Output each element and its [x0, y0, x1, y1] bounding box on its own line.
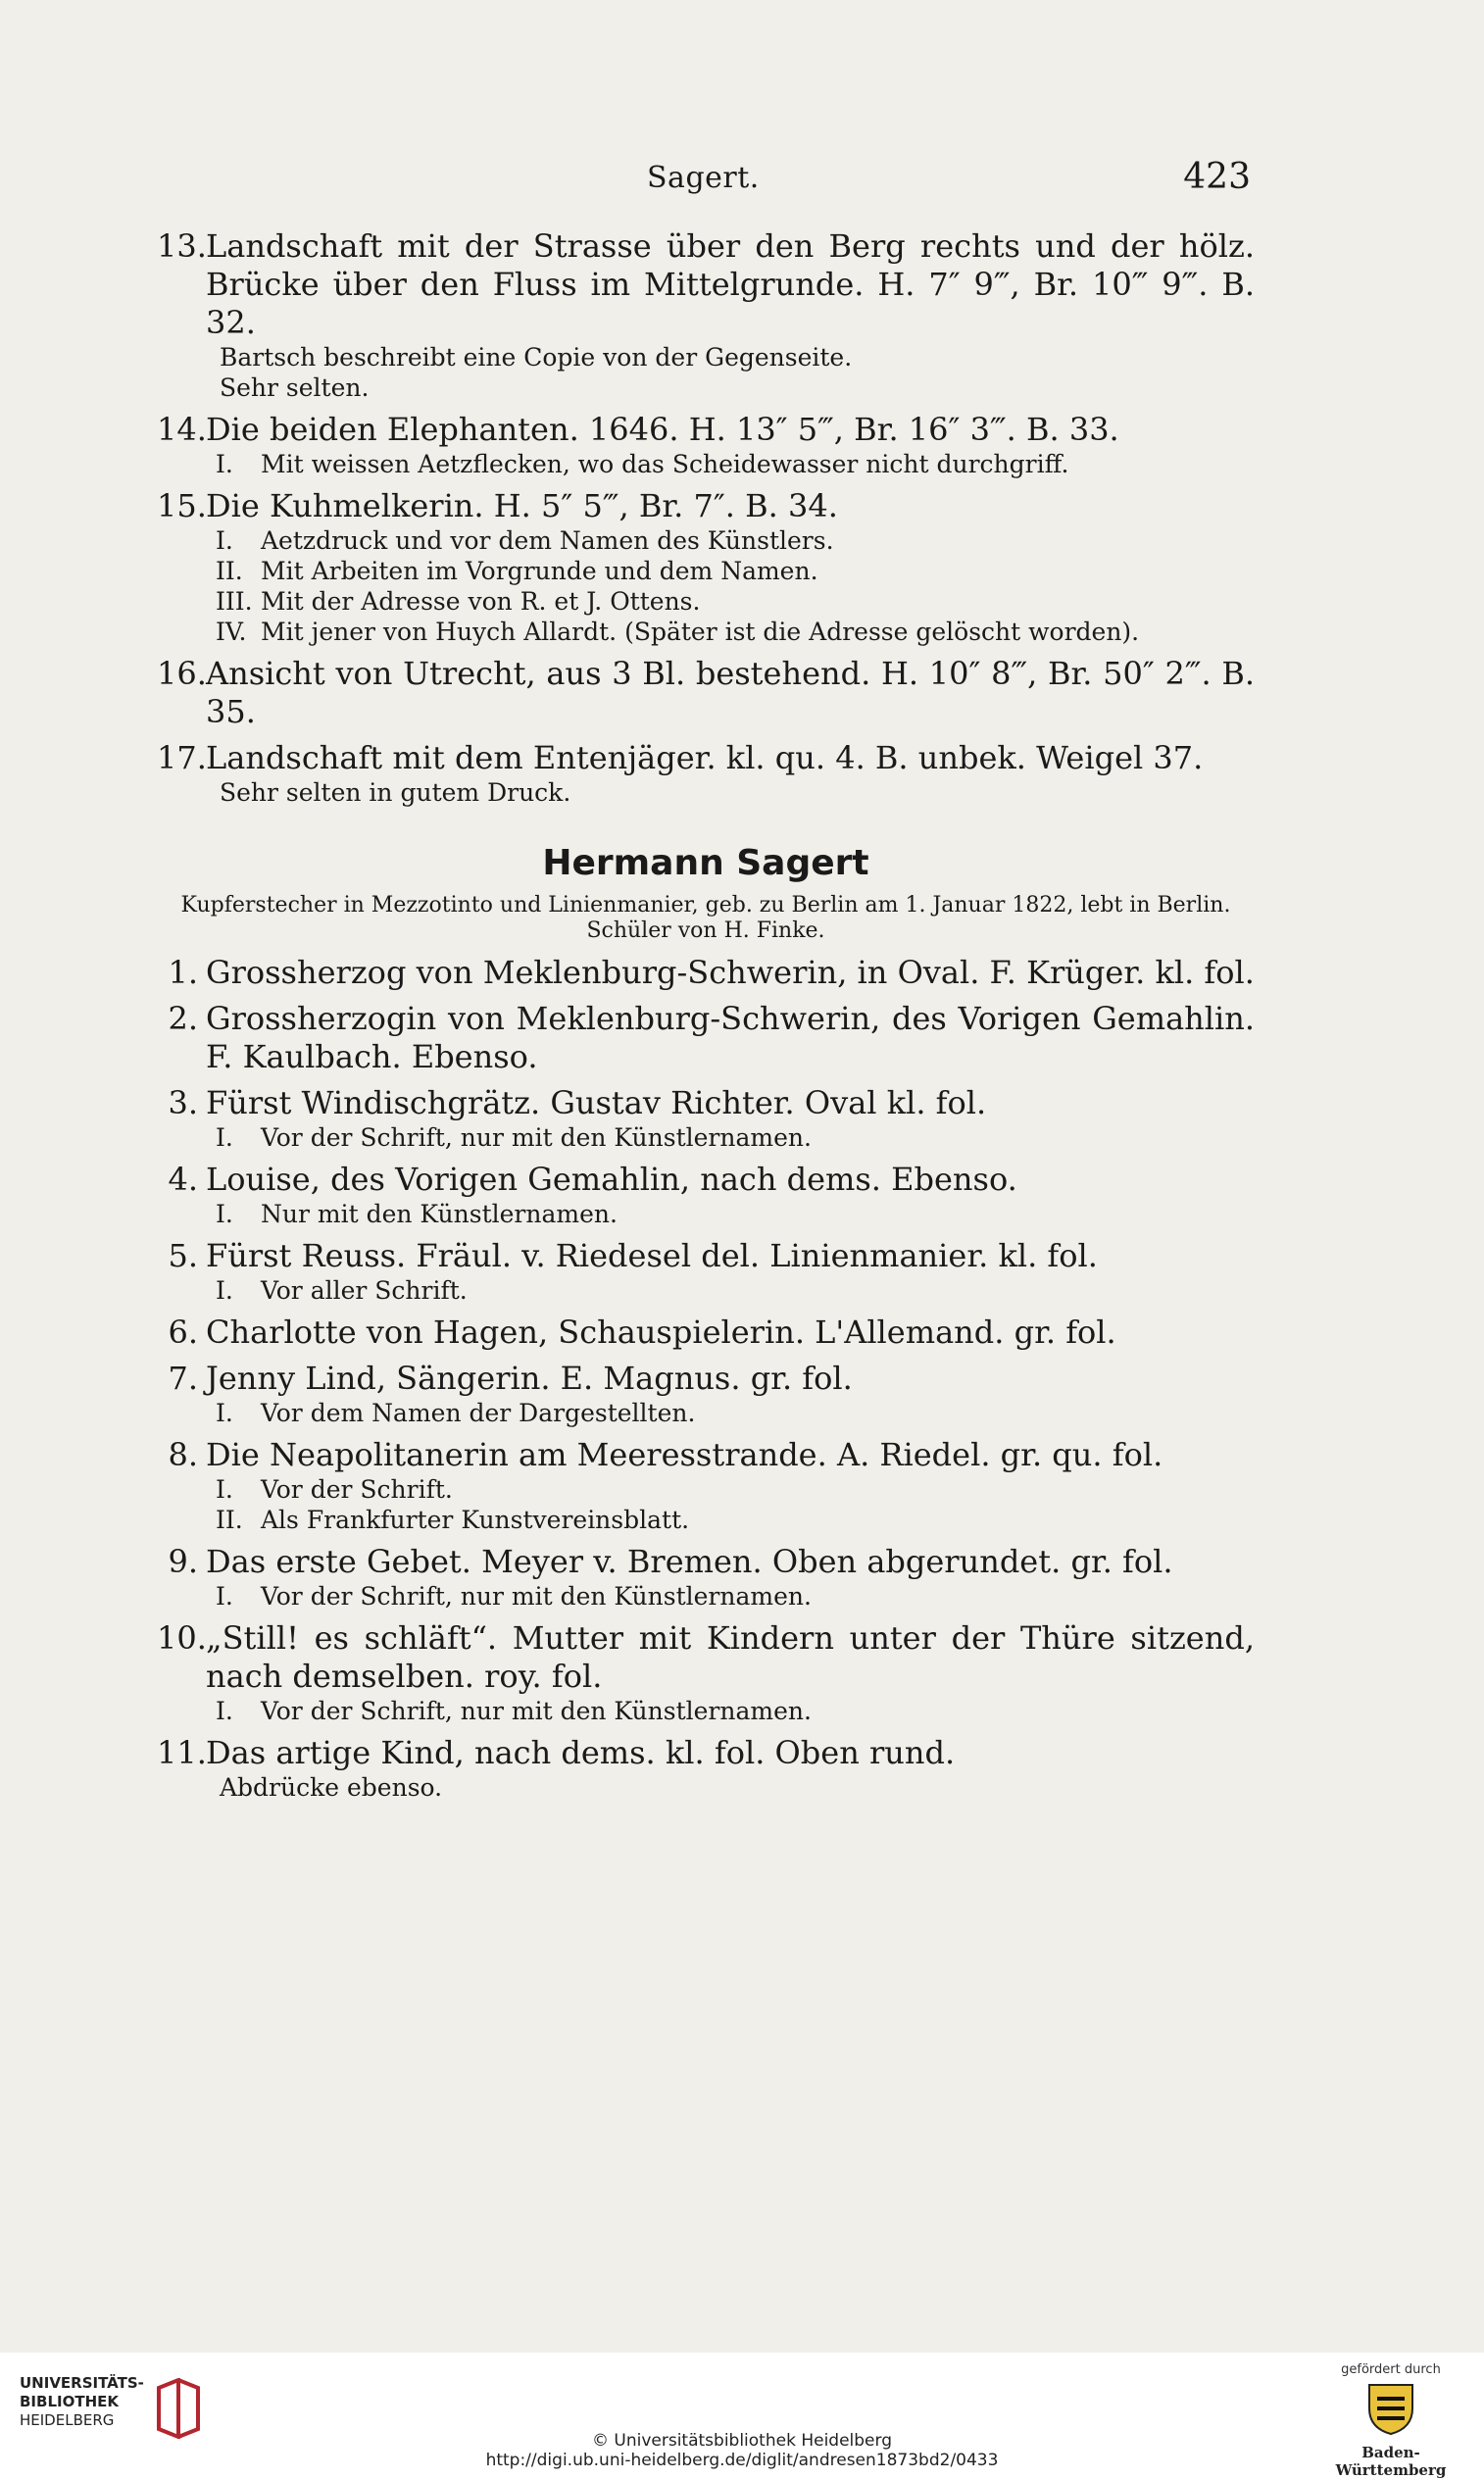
entry-title: „Still! es schläft“. Mutter mit Kindern unter der Thüre sitzend, nach demselben. roy. fol.	[206, 1619, 1255, 1695]
catalog-entry	[157, 1360, 1255, 1428]
entry-number: 6.	[168, 1314, 198, 1351]
state-text: Vor der Schrift.	[261, 1475, 453, 1504]
state-text: Vor der Schrift, nur mit den Künstlernamen.	[261, 1697, 812, 1725]
state-note	[167, 525, 1255, 556]
state-number: I.	[216, 450, 233, 478]
entry-number: 2.	[168, 1000, 198, 1037]
entry-text	[157, 1734, 1255, 1772]
state-note	[167, 556, 1255, 586]
state-note	[167, 777, 1255, 808]
section-title: Hermann Sagert	[542, 843, 869, 883]
entry-title: Die beiden Elephanten. 1646. H. 13″ 5‴, Br. 16″ 3‴. B. 33.	[206, 411, 1119, 448]
catalog-entry	[157, 1161, 1255, 1229]
entry-number: 16.	[157, 655, 207, 692]
state-number: II.	[216, 1506, 243, 1534]
entry-title: Das artige Kind, nach dems. kl. fol. Oben rund.	[206, 1734, 956, 1771]
entry-text	[157, 411, 1255, 449]
state-note	[167, 617, 1255, 647]
state-text: Mit Arbeiten im Vorgrunde und dem Namen.	[261, 557, 818, 585]
catalog-entry	[157, 1000, 1255, 1076]
state-text: Als Frankfurter Kunstvereinsblatt.	[261, 1506, 690, 1534]
entry-text	[157, 1314, 1255, 1352]
entry-text	[157, 1000, 1255, 1076]
entry-number: 3.	[168, 1084, 198, 1121]
state-note	[167, 372, 1255, 403]
entry-number: 11.	[157, 1734, 207, 1771]
state-text: Nur mit den Künstlernamen.	[261, 1200, 618, 1228]
entry-title: Die Kuhmelkerin. H. 5″ 5‴, Br. 7″. B. 34.	[206, 487, 838, 524]
page-number: 423	[1183, 157, 1251, 197]
entry-title: Grossherzogin von Meklenburg-Schwerin, des Vorigen Gemahlin. F. Kaulbach. Ebenso.	[206, 1000, 1255, 1075]
catalog-entry	[157, 1543, 1255, 1612]
entry-text	[157, 739, 1255, 777]
entry-title: Das erste Gebet. Meyer v. Bremen. Oben abgerundet. gr. fol.	[206, 1543, 1173, 1580]
entry-text	[157, 1360, 1255, 1398]
entry-text	[157, 1619, 1255, 1696]
state-text: Sehr selten in gutem Druck.	[220, 778, 571, 807]
entry-number: 10.	[157, 1619, 207, 1657]
state-number: I.	[216, 1475, 233, 1504]
entry-number: 5.	[168, 1237, 198, 1274]
entry-number: 13.	[157, 227, 207, 265]
entry-number: 4.	[168, 1161, 198, 1198]
entry-title: Fürst Reuss. Fräul. v. Riedesel del. Linienmanier. kl. fol.	[206, 1237, 1098, 1274]
state-note	[167, 342, 1255, 372]
state-note	[167, 1581, 1255, 1612]
funded-by-text: gefördert durch	[1341, 2362, 1441, 2377]
catalog-entry	[157, 1084, 1255, 1153]
entry-title: Ansicht von Utrecht, aus 3 Bl. bestehend. H. 10″ 8‴, Br. 50″ 2‴. B. 35.	[206, 655, 1255, 730]
state-number: I.	[216, 526, 233, 555]
entry-title: Fürst Windischgrätz. Gustav Richter. Oval kl. fol.	[206, 1084, 987, 1121]
entry-number: 1.	[168, 954, 198, 991]
catalog-entry	[157, 1314, 1255, 1352]
catalog-entry	[157, 739, 1255, 808]
state-number: I.	[216, 1399, 233, 1427]
footer	[0, 2353, 1484, 2480]
entry-text	[157, 1084, 1255, 1122]
state-note	[167, 1505, 1255, 1535]
entry-title: Die Neapolitanerin am Meeresstrande. A. Riedel. gr. qu. fol.	[206, 1436, 1163, 1473]
state-note	[167, 449, 1255, 479]
state-text: Aetzdruck und vor dem Namen des Künstlers.	[261, 526, 834, 555]
state-note	[167, 1772, 1255, 1803]
state-note	[167, 1199, 1255, 1229]
state-text: Sehr selten.	[220, 373, 370, 402]
catalog-entry	[157, 1436, 1255, 1535]
entry-number: 14.	[157, 411, 207, 448]
state-text: Bartsch beschreibt eine Copie von der Gegenseite.	[220, 343, 853, 372]
source-url[interactable]: http://digi.ub.uni-heidelberg.de/diglit/andresen1873bd2/0433	[485, 2451, 999, 2470]
state-note	[167, 1122, 1255, 1153]
coat-of-arms-icon	[1363, 2377, 1418, 2436]
running-title: Sagert.	[647, 161, 760, 195]
entry-number: 7.	[168, 1360, 198, 1397]
page-header	[0, 155, 1484, 204]
entry-text	[157, 1543, 1255, 1581]
entry-title: Jenny Lind, Sängerin. E. Magnus. gr. fol.	[206, 1360, 853, 1397]
state-text: Mit jener von Huych Allardt. (Später ist die Adresse gelöscht worden).	[261, 618, 1140, 646]
entry-text	[157, 1237, 1255, 1275]
catalog-entry	[157, 1734, 1255, 1803]
entry-text	[157, 655, 1255, 731]
state-text: Vor aller Schrift.	[261, 1276, 468, 1305]
catalog-entry	[157, 1619, 1255, 1726]
state-number: I.	[216, 1200, 233, 1228]
state-text: Mit weissen Aetzflecken, wo das Scheidewasser nicht durchgriff.	[261, 450, 1069, 478]
state-number: II.	[216, 557, 243, 585]
entry-text	[157, 954, 1255, 992]
section-description: Kupferstecher in Mezzotinto und Linienmanier, geb. zu Berlin am 1. Januar 1822, lebt in Berlin. Schüler von H. Finke.	[180, 893, 1231, 943]
entry-text	[157, 227, 1255, 342]
funding-logo[interactable]	[1317, 2362, 1464, 2479]
state-number: I.	[216, 1697, 233, 1725]
state-text: Mit der Adresse von R. et J. Ottens.	[261, 587, 701, 616]
library-name-line1: UNIVERSITÄTS-	[20, 2374, 144, 2392]
state-text: Vor dem Namen der Dargestellten.	[261, 1399, 696, 1427]
state-number: I.	[216, 1582, 233, 1611]
catalog-entry	[157, 487, 1255, 647]
page-content	[157, 227, 1255, 1810]
entry-number: 17.	[157, 739, 207, 776]
state-note	[167, 1275, 1255, 1306]
entry-title: Landschaft mit dem Entenjäger. kl. qu. 4. B. unbek. Weigel 37.	[206, 739, 1204, 776]
entry-number: 9.	[168, 1543, 198, 1580]
library-mark-icon	[155, 2378, 202, 2439]
state-name: Baden-Württemberg	[1335, 2444, 1447, 2479]
catalog-entry	[157, 1237, 1255, 1306]
copyright-text: © Universitätsbibliothek Heidelberg	[591, 2431, 892, 2451]
state-text: Vor der Schrift, nur mit den Künstlernamen.	[261, 1123, 812, 1152]
entry-text	[157, 1161, 1255, 1199]
entries-list-top	[157, 227, 1255, 808]
entry-number: 15.	[157, 487, 207, 524]
state-note	[167, 586, 1255, 617]
state-number: IV.	[216, 618, 247, 646]
library-name-line3: HEIDELBERG	[20, 2411, 115, 2429]
entry-text	[157, 487, 1255, 525]
state-text: Vor der Schrift, nur mit den Künstlernamen.	[261, 1582, 812, 1611]
library-name-line2: BIBLIOTHEK	[20, 2393, 119, 2410]
catalog-entry	[157, 954, 1255, 992]
state-number: I.	[216, 1123, 233, 1152]
state-note	[167, 1474, 1255, 1505]
entry-text	[157, 1436, 1255, 1474]
entry-title: Louise, des Vorigen Gemahlin, nach dems. Ebenso.	[206, 1161, 1017, 1198]
entry-number: 8.	[168, 1436, 198, 1473]
copyright-block	[0, 2431, 1484, 2470]
state-number: III.	[216, 587, 253, 616]
catalog-entry	[157, 411, 1255, 479]
state-number: I.	[216, 1276, 233, 1305]
catalog-entry	[157, 227, 1255, 403]
state-note	[167, 1398, 1255, 1428]
entry-title: Charlotte von Hagen, Schauspielerin. L'Allemand. gr. fol.	[206, 1314, 1116, 1351]
catalog-entry	[157, 655, 1255, 731]
entry-title: Landschaft mit der Strasse über den Berg rechts und der hölz. Brücke über den Fluss im Mittelgrunde. H. 7″ 9‴, Br. 10‴ 9‴. B. 32.	[206, 227, 1255, 341]
state-note	[167, 1696, 1255, 1726]
state-text: Abdrücke ebenso.	[220, 1773, 443, 1802]
entries-list-bottom	[157, 954, 1255, 1803]
entry-title: Grossherzog von Meklenburg-Schwerin, in Oval. F. Krüger. kl. fol.	[206, 954, 1255, 991]
